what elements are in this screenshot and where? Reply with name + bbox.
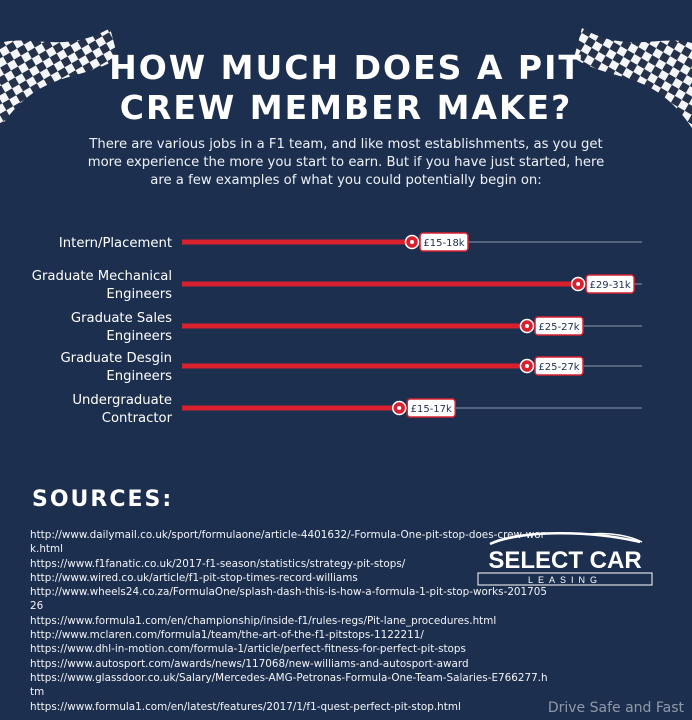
source-link[interactable]: https://www.formula1.com/en/championship/inside-f1/rules-regs/Pit-lane_procedures.html <box>30 614 497 627</box>
category-label: Contractor <box>101 411 172 426</box>
data-label: £25-27k <box>538 322 580 333</box>
select-car-leasing-logo <box>470 528 660 588</box>
bar-marker-dot <box>525 324 529 328</box>
category-label: Undergraduate <box>72 393 172 408</box>
bar <box>182 406 399 411</box>
bar-marker-dot <box>525 364 529 368</box>
bar-marker-dot <box>397 406 401 410</box>
sources-heading: SOURCES: <box>32 487 174 512</box>
data-label: £15-18k <box>423 238 465 249</box>
bar <box>182 324 527 329</box>
source-link[interactable]: https://www.dhl-in-motion.com/formula-1/article/perfect-fitness-for-perfect-pit-stops <box>30 643 466 656</box>
category-label: Graduate Mechanical <box>31 269 172 284</box>
category-label: Engineers <box>106 287 172 302</box>
watermark: Drive Safe and Fast <box>547 700 684 716</box>
bar <box>182 282 578 287</box>
data-label: £25-27k <box>538 362 580 373</box>
source-link[interactable]: https://www.f1fanatic.co.uk/2017-f1-season/statistics/strategy-pit-stops/ <box>30 557 406 570</box>
bar-marker-dot <box>576 282 580 286</box>
source-link[interactable]: https://www.glassdoor.co.uk/Salary/Mercedes-AMG-Petronas-Formula-One-Team-Salaries-E766277.htm <box>30 671 548 699</box>
data-label: £29-31k <box>589 280 631 291</box>
source-link[interactable]: http://www.wheels24.co.za/FormulaOne/splash-dash-this-is-how-a-formula-1-pit-stop-works-20170526 <box>30 586 547 613</box>
bar <box>182 364 527 369</box>
data-label: £15-17k <box>410 404 452 415</box>
source-link[interactable]: http://www.dailymail.co.uk/sport/formulaone/article-4401632/-Formula-One-pit-stop-does-crew-work.html <box>30 529 545 556</box>
category-label: Graduate Sales <box>70 311 172 326</box>
source-link[interactable]: https://www.autosport.com/awards/news/117068/new-williams-and-autosport-award <box>30 657 469 670</box>
category-label: Intern/Placement <box>58 236 172 251</box>
source-link[interactable]: http://www.wired.co.uk/article/f1-pit-stop-times-record-williams <box>30 571 358 584</box>
page-title: HOW MUCH DOES A PIT CREW MEMBER MAKE? <box>109 48 583 127</box>
source-link[interactable]: http://www.mclaren.com/formula1/team/the-art-of-the-f1-pitstops-1122211/ <box>30 629 424 642</box>
intro-text: There are various jobs in a F1 team, and like most establishments, as you get more experience the more you start to earn. But if you have just started, here are a few examples of what you could potentially begin on: <box>87 137 605 188</box>
bar-marker-dot <box>410 240 414 244</box>
category-label: Engineers <box>106 369 172 384</box>
category-label: Engineers <box>106 329 172 344</box>
svg-text:LEASING: LEASING <box>527 575 603 585</box>
salary-bar-chart <box>0 222 692 432</box>
category-label: Graduate Desgin <box>60 351 172 366</box>
source-link[interactable]: https://www.formula1.com/en/latest/features/2017/1/f1-quest-perfect-pit-stop.html <box>30 700 461 713</box>
svg-text:SELECT CAR: SELECT CAR <box>488 547 642 574</box>
bar <box>182 240 412 245</box>
